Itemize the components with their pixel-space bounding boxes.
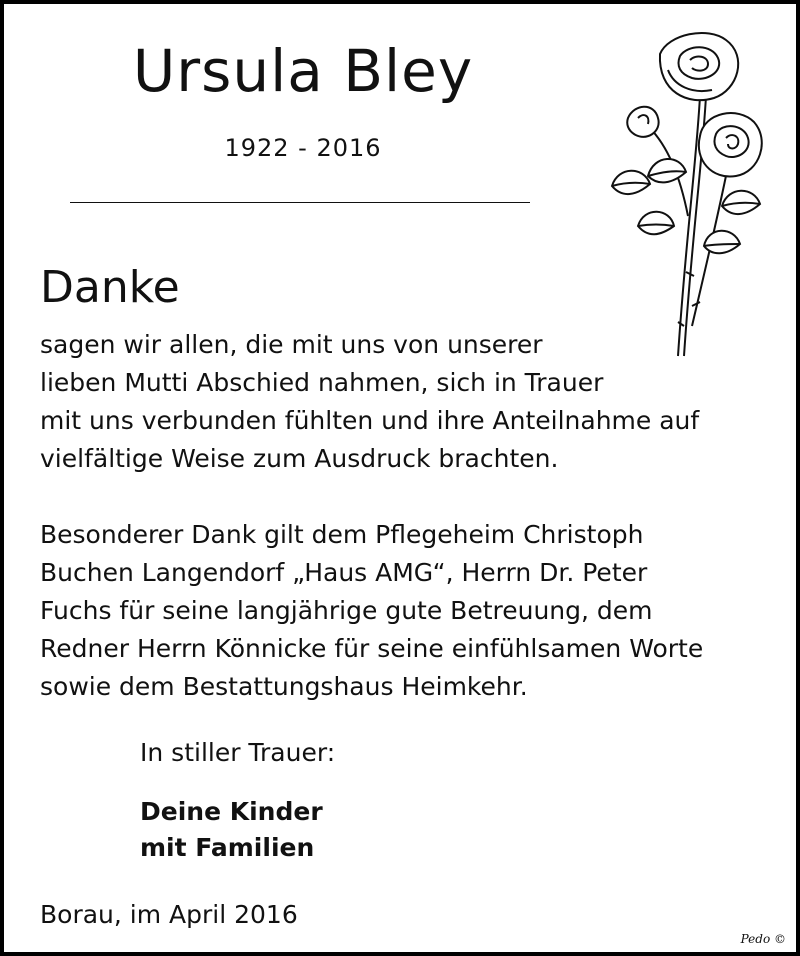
paragraph-line: Fuchs für seine langjährige gute Betreuung, dem <box>40 596 653 625</box>
paragraph-line: Besonderer Dank gilt dem Pflegeheim Christoph <box>40 520 644 549</box>
signers <box>140 794 323 866</box>
signer-line: mit Familien <box>140 833 315 862</box>
paragraph-line: Buchen Langendorf „Haus AMG“, Herrn Dr. Peter <box>40 558 648 587</box>
paragraph-line: sowie dem Bestattungshaus Heimkehr. <box>40 672 528 701</box>
thanks-paragraph <box>40 326 730 478</box>
signer-line: Deine Kinder <box>140 797 323 826</box>
paragraph-line: Redner Herrn Könnicke für seine einfühlsamen Worte <box>40 634 704 663</box>
paragraph-line: mit uns verbunden fühlten und ihre Anteilnahme auf <box>40 406 700 435</box>
designer-credit: Pedo © <box>740 932 786 946</box>
divider <box>70 202 530 203</box>
rose-icon <box>588 26 778 366</box>
deceased-name: Ursula Bley <box>132 37 474 105</box>
heading-danke: Danke <box>40 262 180 313</box>
paragraph-line: sagen wir allen, die mit uns von unserer <box>40 330 543 359</box>
life-dates: 1922 - 2016 <box>224 134 382 162</box>
special-thanks-paragraph <box>40 516 730 706</box>
paragraph-line: vielfältige Weise zum Ausdruck brachten. <box>40 444 559 473</box>
place-date: Borau, im April 2016 <box>40 900 298 929</box>
mourning-line: In stiller Trauer: <box>140 738 336 767</box>
paragraph-line: lieben Mutti Abschied nahmen, sich in Trauer <box>40 368 604 397</box>
